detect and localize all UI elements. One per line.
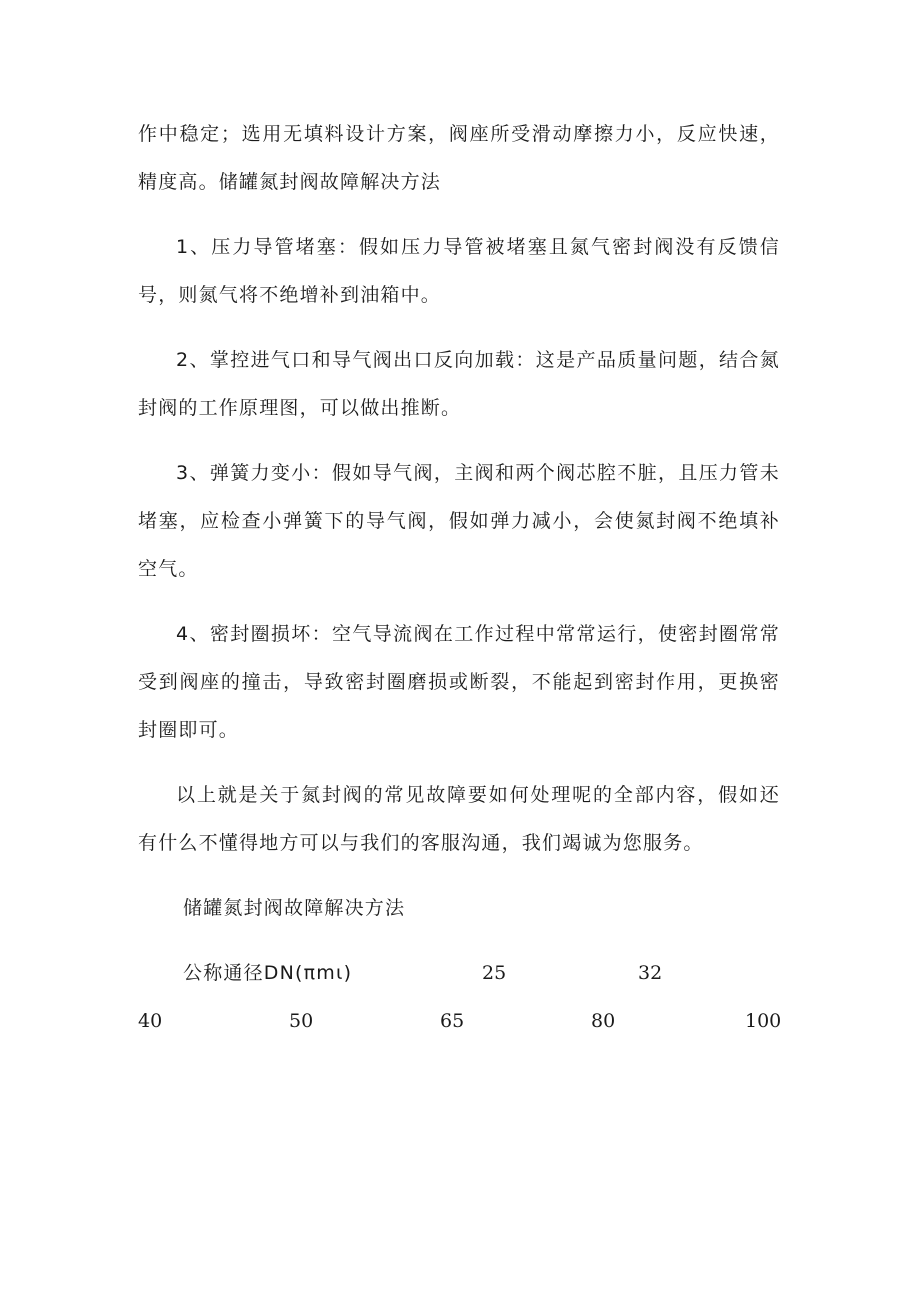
section-subheading: 储罐氮封阀故障解决方法 [183,897,406,919]
fault-item-3: 3、弹簧力变小：假如导气阀，主阀和两个阀芯腔不脏，且压力管未堵塞，应检查小弹簧下的导气阀，假如弹力减小，会使氮封阀不绝填补空气。 [138,462,780,580]
table-cell: 50 [289,1010,314,1032]
intro-paragraph: 作中稳定；选用无填料设计方案，阀座所受滑动摩擦力小，反应快速，精度高。储罐氮封阀故障解决方法 [138,123,780,193]
document-page [138,110,780,1045]
table-cell: 32 [638,962,663,984]
fault-item-4: 4、密封圈损坏：空气导流阀在工作过程中常常运行，使密封圈常常受到阀座的撞击，导致密封圈磨损或断裂，不能起到密封作用，更换密封圈即可。 [138,623,780,741]
table-cell: 100 [745,1010,782,1032]
table-cell: 65 [440,1010,465,1032]
table-row [138,997,780,1045]
table-row [138,949,780,997]
table-cell: 40 [138,1010,163,1032]
fault-item-1: 1、压力导管堵塞：假如压力导管被堵塞且氮气密封阀没有反馈信号，则氮气将不绝增补到油箱中。 [138,236,780,306]
closing-paragraph: 以上就是关于氮封阀的常见故障要如何处理呢的全部内容，假如还有什么不懂得地方可以与我们的客服沟通，我们竭诚为您服务。 [138,784,780,854]
table-cell: 25 [482,962,507,984]
table-cell: 80 [591,1010,616,1032]
nominal-diameter-label: 公称通径DN(πmι) [183,962,353,984]
fault-item-2: 2、掌控进气口和导气阀出口反向加载：这是产品质量问题，结合氮封阀的工作原理图，可以做出推断。 [138,349,780,419]
